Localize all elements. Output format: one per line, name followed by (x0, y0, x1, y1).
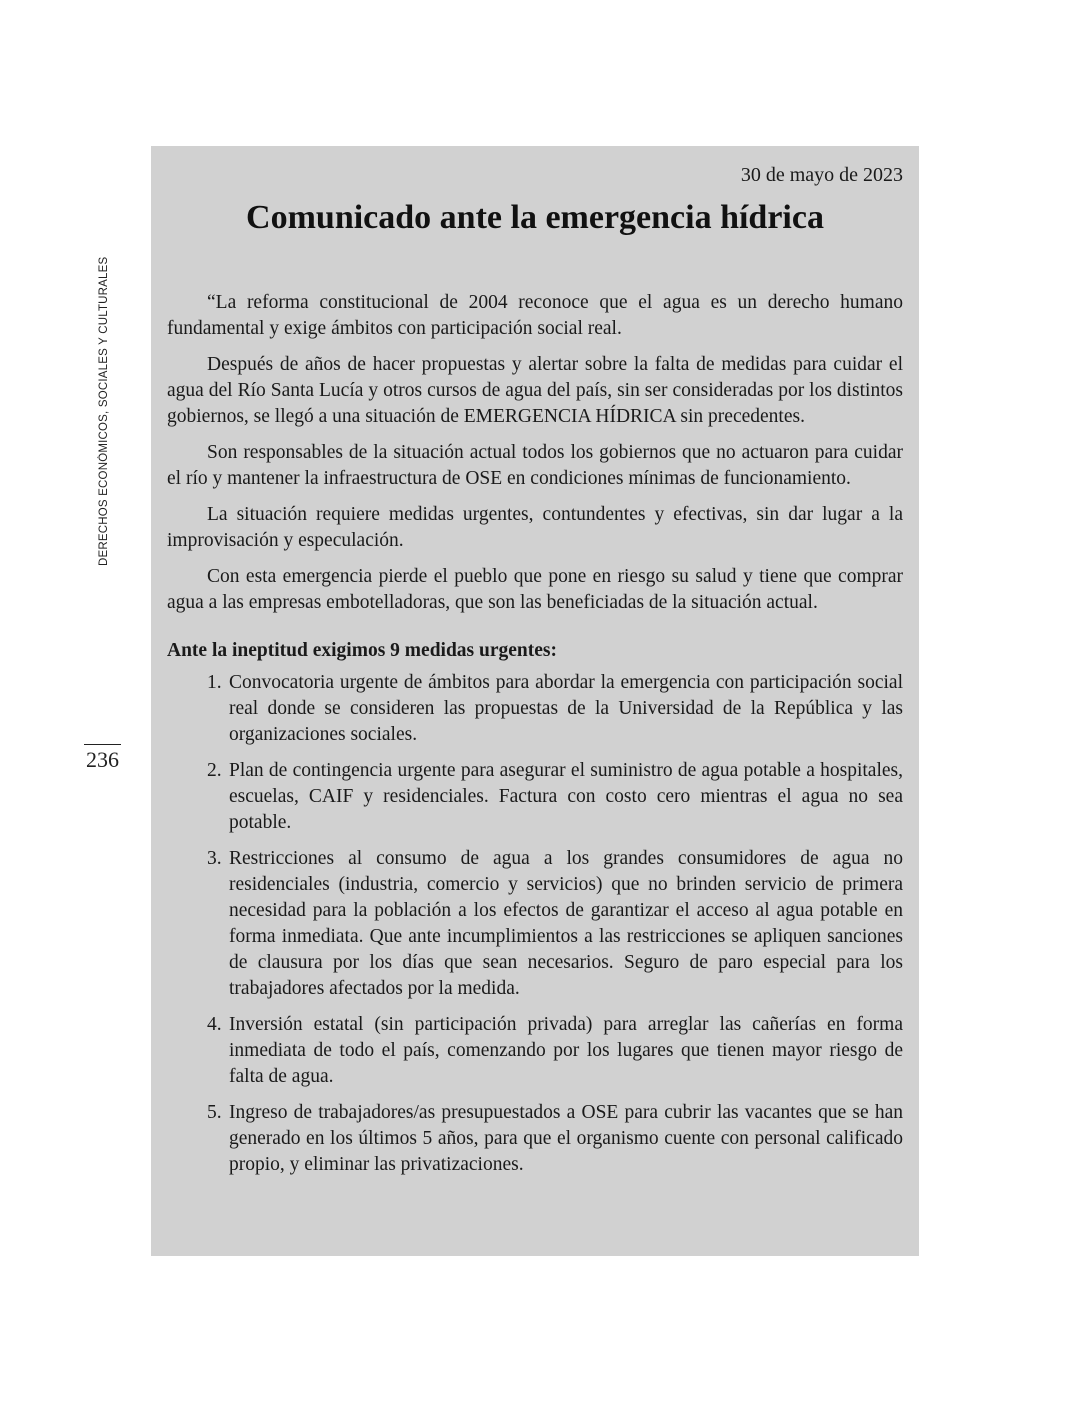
measures-heading: Ante la ineptitud exigimos 9 medidas urgentes: (167, 640, 557, 661)
list-item-number: 1. (207, 672, 222, 693)
list-item (167, 846, 903, 1002)
list-item-number: 3. (207, 848, 222, 869)
document-title: Comunicado ante la emergencia hídrica (246, 199, 824, 236)
list-item-text: Inversión estatal (sin participación privada) para arreglar las cañerías en forma inmediata de todo el país, comenzando por los lugares que tienen mayor riesgo de falta de agua. (229, 1014, 903, 1087)
list-item-number: 4. (207, 1014, 222, 1035)
measures-list (167, 670, 903, 1178)
list-item-text: Plan de contingencia urgente para asegurar el suministro de agua potable a hospitales, escuelas, CAIF y residenciales. Factura con costo cero mientras el agua no sea potable. (229, 760, 903, 833)
page-number: 236 (84, 744, 121, 773)
paragraph: Son responsables de la situación actual todos los gobiernos que no actuaron para cuidar el río y mantener la infraestructura de OSE en condiciones mínimas de funcionamiento. (167, 442, 903, 489)
list-item-number: 5. (207, 1102, 222, 1123)
list-item-text: Ingreso de trabajadores/as presupuestados a OSE para cubrir las vacantes que se han generado en los últimos 5 años, para que el organismo cuente con personal calificado propio, y eliminar las privatizaciones. (229, 1102, 903, 1175)
list-item-text: Convocatoria urgente de ámbitos para abordar la emergencia con participación social real donde se consideren las propuestas de la Universidad de la República y las organizaciones sociales. (229, 672, 903, 745)
paragraph: La situación requiere medidas urgentes, contundentes y efectivas, sin dar lugar a la improvisación y especulación. (167, 504, 903, 551)
list-item-number: 2. (207, 760, 222, 781)
running-title: DERECHOS ECONÓMICOS, SOCIALES Y CULTURALES (98, 256, 110, 566)
list-item (167, 1100, 903, 1178)
document-body (167, 290, 903, 1178)
paragraph: Después de años de hacer propuestas y alertar sobre la falta de medidas para cuidar el agua del Río Santa Lucía y otros cursos de agua del país, sin ser consideradas por los distintos gobiernos, se llegó a una situación de EMERGENCIA HÍDRICA sin precedentes. (167, 354, 903, 427)
paragraph: Con esta emergencia pierde el pueblo que pone en riesgo su salud y tiene que comprar agua a las empresas embotelladoras, que son las beneficiadas de la situación actual. (167, 566, 903, 613)
paragraph: “La reforma constitucional de 2004 reconoce que el agua es un derecho humano fundamental y exige ámbitos con participación social real. (167, 292, 903, 339)
document-date: 30 de mayo de 2023 (740, 164, 903, 186)
list-item (167, 670, 903, 748)
list-item (167, 1012, 903, 1090)
statement-box (151, 146, 919, 1256)
list-item (167, 758, 903, 836)
list-item-text: Restricciones al consumo de agua a los grandes consumidores de agua no residenciales (industria, comercio y servicios) que no brinden servicio de primera necesidad para la población a los efectos de garantizar el acceso al agua potable en forma inmediata. Que ante incumplimientos a las restricciones se apliquen sanciones de clausura por los días que sean necesarios. Seguro de paro especial para los trabajadores afectados por la medida. (229, 848, 903, 999)
